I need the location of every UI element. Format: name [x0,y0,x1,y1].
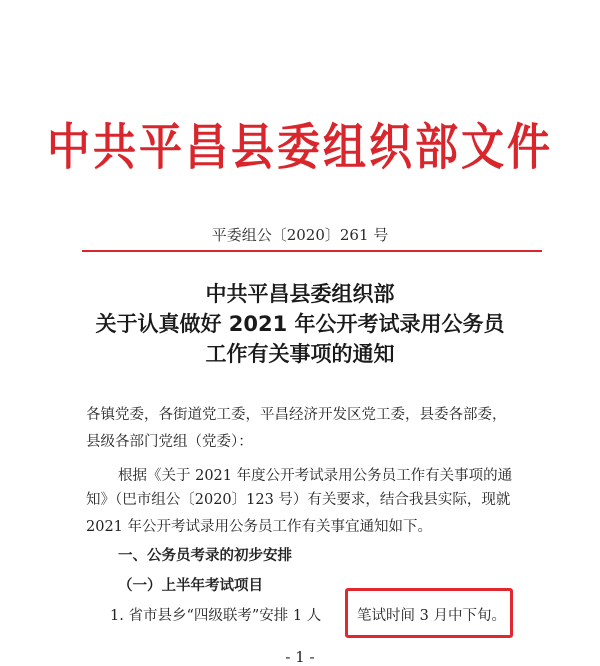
notice-title-line: 工作有关事项的通知 [205,342,395,366]
paragraph-line: 知》（巴市组公〔2020〕123 号）有关要求，结合我县实际，现就 [86,492,511,508]
notice-title-line: 中共平昌县委组织部 [205,282,395,306]
document-number: 平委组公〔2020〕261 号 [211,226,389,244]
highlighted-text: 笔试时间 3 月中下旬。 [357,608,506,624]
paragraph-line: 根据《关于 2021 年度公开考试录用公务员工作有关事项的通 [118,468,513,484]
red-divider-line [82,250,542,252]
document-header-title: 中共平昌县委组织部文件 [47,119,553,177]
recipients-line: 各镇党委，各街道党工委，平昌经济开发区党工委，县委各部委， [86,407,507,423]
section-heading: 一、公务员考录的初步安排 [118,548,292,564]
list-item: 1. 省市县乡“四级联考”安排 1 人 [110,608,322,624]
notice-title [0,279,600,369]
subsection-heading: （一）上半年考试项目 [118,578,263,594]
notice-title-line: 关于认真做好 2021 年公开考试录用公务员 [95,312,505,336]
recipients-line: 县级各部门党组（党委）： [86,434,253,450]
paragraph-line: 2021 年公开考试录用公务员工作有关事宜通知如下。 [86,519,433,535]
page-number: - 1 - [285,648,315,666]
